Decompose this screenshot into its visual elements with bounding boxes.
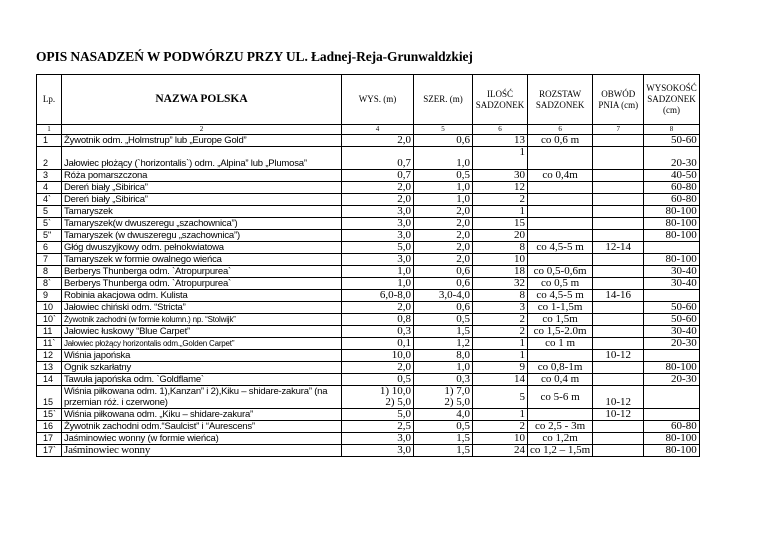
row-name: Róża pomarszczona [62, 170, 342, 182]
table-row [37, 421, 700, 433]
row-count: 1 [473, 147, 528, 170]
row-width: 1,0 [414, 147, 473, 170]
row-height: 2,5 [342, 421, 414, 433]
row-width: 2,0 [414, 206, 473, 218]
row-seedling-height [644, 386, 700, 409]
table-row [37, 302, 700, 314]
row-count: 2 [473, 314, 528, 326]
row-lp: 5" [37, 230, 62, 242]
row-name: Jałowiec płożący horizontalis odm.„Golden Carpet” [62, 338, 342, 350]
row-count: 1 [473, 206, 528, 218]
row-lp: 6 [37, 242, 62, 254]
row-girth: 10-12 [593, 409, 644, 421]
row-height [342, 386, 414, 409]
row-seedling-height: 80-100 [644, 206, 700, 218]
row-count: 5 [473, 386, 528, 409]
row-lp: 10 [37, 302, 62, 314]
row-height: 0,7 [342, 147, 414, 170]
row-height: 3,0 [342, 218, 414, 230]
column-number: 5 [414, 125, 473, 135]
row-name: Wiśnia japońska [62, 350, 342, 362]
row-seedling-height [644, 350, 700, 362]
row-name [62, 386, 342, 409]
row-girth [593, 421, 644, 433]
row-count: 24 [473, 445, 528, 457]
row-girth [593, 135, 644, 147]
column-number: 4 [342, 125, 414, 135]
row-girth [593, 147, 644, 170]
row-height-line: 1) 10,0 [379, 385, 411, 397]
row-height: 2,0 [342, 362, 414, 374]
row-girth [593, 182, 644, 194]
row-seedling-height: 20-30 [644, 147, 700, 170]
row-girth [593, 278, 644, 290]
row-height: 2,0 [342, 182, 414, 194]
row-spacing: co 0,6 m [528, 135, 593, 147]
column-number: 2 [62, 125, 342, 135]
row-width: 0,5 [414, 314, 473, 326]
header-girth: OBWÓD PNIA (cm) [593, 75, 644, 125]
table-row [37, 350, 700, 362]
header-row [37, 75, 700, 125]
row-name: Dereń biały „Sibirica” [62, 194, 342, 206]
table-row [37, 433, 700, 445]
row-name: Jałowiec płożący (`horizontalis`) odm. „Alpina” lub „Plumosa” [62, 147, 342, 170]
header-seedling-height: WYSOKOŚĆ SADZONEK (cm) [644, 75, 700, 125]
row-girth [593, 445, 644, 457]
row-name: Tamaryszek (w dwuszeregu „szachownica”) [62, 230, 342, 242]
column-number: 7 [593, 125, 644, 135]
table-row [37, 314, 700, 326]
row-name: Tamaryszek(w dwuszeregu „szachownica”) [62, 218, 342, 230]
row-girth [593, 206, 644, 218]
table-row [37, 147, 700, 170]
row-seedling-height: 30-40 [644, 266, 700, 278]
row-name: Żywotnik odm. „Holmstrup” lub „Europe Gold” [62, 135, 342, 147]
row-height: 3,0 [342, 254, 414, 266]
row-seedling-height: 20-30 [644, 338, 700, 350]
row-height: 3,0 [342, 433, 414, 445]
row-spacing: co 0,4m [528, 170, 593, 182]
row-count: 32 [473, 278, 528, 290]
row-width: 0,5 [414, 421, 473, 433]
row-height: 5,0 [342, 242, 414, 254]
row-height: 1,0 [342, 266, 414, 278]
row-width: 1,5 [414, 445, 473, 457]
table-row [37, 254, 700, 266]
row-seedling-height [644, 242, 700, 254]
row-girth [593, 170, 644, 182]
row-girth [593, 374, 644, 386]
row-width: 0,6 [414, 266, 473, 278]
row-spacing: co 1,2m [528, 433, 593, 445]
row-spacing [528, 254, 593, 266]
row-spacing: co 0,4 m [528, 374, 593, 386]
row-lp: 17 [37, 433, 62, 445]
row-width: 1,5 [414, 433, 473, 445]
row-spacing: co 1-1,5m [528, 302, 593, 314]
column-number: 6 [473, 125, 528, 135]
row-height: 0,5 [342, 374, 414, 386]
table-row [37, 374, 700, 386]
row-count: 30 [473, 170, 528, 182]
row-height: 1,0 [342, 278, 414, 290]
table-row [37, 218, 700, 230]
row-name: Dereń biały „Sibirica” [62, 182, 342, 194]
table-row [37, 326, 700, 338]
row-lp: 10` [37, 314, 62, 326]
row-count: 13 [473, 135, 528, 147]
row-seedling-height: 80-100 [644, 362, 700, 374]
row-name: Ognik szkarłatny [62, 362, 342, 374]
row-seedling-height: 80-100 [644, 445, 700, 457]
row-girth [593, 433, 644, 445]
row-seedling-height: 60-80 [644, 421, 700, 433]
row-width: 0,6 [414, 278, 473, 290]
row-name: Żywotnik zachodni (w formie kolumn.) np. “Stolwijk” [62, 314, 342, 326]
row-height: 10,0 [342, 350, 414, 362]
row-spacing [528, 194, 593, 206]
row-lp: 8 [37, 266, 62, 278]
row-width: 1,0 [414, 182, 473, 194]
row-count: 3 [473, 302, 528, 314]
row-count: 8 [473, 290, 528, 302]
row-spacing: co 1 m [528, 338, 593, 350]
row-spacing: co 1,5-2.0m [528, 326, 593, 338]
row-seedling-height: 80-100 [644, 218, 700, 230]
table-row [37, 182, 700, 194]
row-name: Żywotnik zachodni odm.“Saulcist” i “Aurescens” [62, 421, 342, 433]
row-count: 12 [473, 182, 528, 194]
row-spacing [528, 182, 593, 194]
row-seedling-height: 60-80 [644, 182, 700, 194]
header-height: WYS. (m) [342, 75, 414, 125]
row-width-line: 1) 7,0 [444, 385, 470, 397]
row-name: Tawuła japońska odm. `Goldflame` [62, 374, 342, 386]
row-girth [593, 266, 644, 278]
row-height: 3,0 [342, 445, 414, 457]
row-spacing [528, 147, 593, 170]
row-spacing: co 0,5 m [528, 278, 593, 290]
row-lp: 11` [37, 338, 62, 350]
table-row [37, 338, 700, 350]
row-lp: 13 [37, 362, 62, 374]
row-count: 14 [473, 374, 528, 386]
row-width: 2,0 [414, 242, 473, 254]
row-seedling-height: 80-100 [644, 254, 700, 266]
row-width [414, 386, 473, 409]
row-seedling-height: 80-100 [644, 433, 700, 445]
row-count: 18 [473, 266, 528, 278]
row-girth [593, 218, 644, 230]
row-height: 2,0 [342, 135, 414, 147]
row-girth: 10-12 [593, 350, 644, 362]
row-seedling-height: 50-60 [644, 314, 700, 326]
table-row [37, 445, 700, 457]
row-width: 1,0 [414, 362, 473, 374]
row-girth [593, 338, 644, 350]
row-girth [593, 362, 644, 374]
row-lp: 2 [37, 147, 62, 170]
row-height: 3,0 [342, 230, 414, 242]
column-number-row [37, 125, 700, 135]
row-lp: 8` [37, 278, 62, 290]
row-name: Berberys Thunberga odm. `Atropurpurea` [62, 278, 342, 290]
row-width: 0,6 [414, 135, 473, 147]
row-name: Jaśminowiec wonny [62, 445, 342, 457]
row-lp: 14 [37, 374, 62, 386]
row-girth: 10-12 [593, 386, 644, 409]
row-count: 2 [473, 194, 528, 206]
row-name: Wiśnia piłkowana odm. „Kiku – shidare-zakura” [62, 409, 342, 421]
header-name: NAZWA POLSKA [62, 75, 342, 125]
row-width-line: 2) 5,0 [444, 396, 470, 408]
row-count: 1 [473, 350, 528, 362]
row-lp: 5 [37, 206, 62, 218]
row-count: 20 [473, 230, 528, 242]
table-row [37, 230, 700, 242]
table-row [37, 278, 700, 290]
table-row [37, 170, 700, 182]
row-height: 3,0 [342, 206, 414, 218]
row-count: 1 [473, 409, 528, 421]
row-name: Jałowiec łuskowy “Blue Carpet” [62, 326, 342, 338]
row-girth [593, 302, 644, 314]
row-count: 15 [473, 218, 528, 230]
row-seedling-height: 40-50 [644, 170, 700, 182]
column-number: 6 [528, 125, 593, 135]
row-height: 0,3 [342, 326, 414, 338]
table-row [37, 242, 700, 254]
table-row [37, 194, 700, 206]
row-lp: 12 [37, 350, 62, 362]
table-row [37, 135, 700, 147]
column-number: 8 [644, 125, 700, 135]
planting-table [36, 74, 700, 457]
row-height: 0,1 [342, 338, 414, 350]
row-spacing: co 1,2 – 1,5m [528, 445, 593, 457]
row-lp: 9 [37, 290, 62, 302]
row-name: Głóg dwuszyjkowy odm. pełnokwiatowa [62, 242, 342, 254]
row-width: 3,0-4,0 [414, 290, 473, 302]
row-height: 0,7 [342, 170, 414, 182]
header-spacing: ROZSTAW SADZONEK [528, 75, 593, 125]
row-name: Berberys Thunberga odm. `Atropurpurea` [62, 266, 342, 278]
row-girth [593, 230, 644, 242]
row-girth [593, 254, 644, 266]
row-count: 8 [473, 242, 528, 254]
header-width: SZER. (m) [414, 75, 473, 125]
row-lp: 7 [37, 254, 62, 266]
row-width: 1,2 [414, 338, 473, 350]
row-width: 2,0 [414, 230, 473, 242]
row-name-line: przemian róż. i czerwone) [64, 397, 168, 408]
row-width: 4,0 [414, 409, 473, 421]
row-height: 5,0 [342, 409, 414, 421]
row-girth: 12-14 [593, 242, 644, 254]
row-width: 1,0 [414, 194, 473, 206]
row-girth [593, 194, 644, 206]
row-spacing: co 5-6 m [528, 386, 593, 409]
row-count: 2 [473, 421, 528, 433]
row-height: 0,8 [342, 314, 414, 326]
header-lp: Lp. [37, 75, 62, 125]
header-count: ILOŚĆ SADZONEK [473, 75, 528, 125]
row-spacing: co 1,5m [528, 314, 593, 326]
row-width: 1,5 [414, 326, 473, 338]
row-spacing: co 0,8-1m [528, 362, 593, 374]
row-seedling-height: 80-100 [644, 230, 700, 242]
row-count: 10 [473, 433, 528, 445]
row-seedling-height: 50-60 [644, 302, 700, 314]
row-count: 9 [473, 362, 528, 374]
row-height-line: 2) 5,0 [385, 396, 411, 408]
row-spacing [528, 350, 593, 362]
row-name-line: Wiśnia piłkowana odm. 1),Kanzan” i 2),Kiku – shidare-zakura” (na [64, 386, 328, 397]
row-seedling-height [644, 409, 700, 421]
row-height: 6,0-8,0 [342, 290, 414, 302]
row-lp: 5` [37, 218, 62, 230]
table-row [37, 290, 700, 302]
row-lp: 15` [37, 409, 62, 421]
table-row [37, 206, 700, 218]
row-name: Tamaryszek [62, 206, 342, 218]
row-spacing: co 0,5-0,6m [528, 266, 593, 278]
row-seedling-height [644, 290, 700, 302]
row-name: Tamaryszek w formie owalnego wieńca [62, 254, 342, 266]
row-spacing [528, 218, 593, 230]
row-name: Jaśminowiec wonny (w formie wieńca) [62, 433, 342, 445]
row-width: 0,5 [414, 170, 473, 182]
row-lp: 15 [37, 386, 62, 409]
row-seedling-height: 50-60 [644, 135, 700, 147]
row-spacing: co 2,5 - 3m [528, 421, 593, 433]
row-lp: 4 [37, 182, 62, 194]
row-lp: 16 [37, 421, 62, 433]
row-spacing [528, 409, 593, 421]
row-width: 0,3 [414, 374, 473, 386]
row-lp: 4` [37, 194, 62, 206]
row-lp: 1 [37, 135, 62, 147]
page-title: OPIS NASADZEŃ W PODWÓRZU PRZY UL. Ładnej-Reja-Grunwaldzkiej [36, 49, 473, 64]
row-width: 2,0 [414, 218, 473, 230]
row-width: 0,6 [414, 302, 473, 314]
row-lp: 11 [37, 326, 62, 338]
row-girth: 14-16 [593, 290, 644, 302]
row-girth [593, 326, 644, 338]
row-count: 10 [473, 254, 528, 266]
row-spacing: co 4,5-5 m [528, 290, 593, 302]
row-spacing [528, 230, 593, 242]
row-spacing: co 4,5-5 m [528, 242, 593, 254]
column-number: 1 [37, 125, 62, 135]
row-count: 1 [473, 338, 528, 350]
row-lp: 17` [37, 445, 62, 457]
row-spacing [528, 206, 593, 218]
table-row [37, 266, 700, 278]
row-width: 2,0 [414, 254, 473, 266]
row-height: 2,0 [342, 302, 414, 314]
row-seedling-height: 30-40 [644, 278, 700, 290]
row-name: Robinia akacjowa odm. Kulista [62, 290, 342, 302]
row-name: Jałowiec chiński odm. “Stricta” [62, 302, 342, 314]
table-row [37, 362, 700, 374]
row-width: 8,0 [414, 350, 473, 362]
row-height: 2,0 [342, 194, 414, 206]
table-row [37, 386, 700, 409]
row-girth [593, 314, 644, 326]
table-row [37, 409, 700, 421]
row-seedling-height: 20-30 [644, 374, 700, 386]
row-count: 2 [473, 326, 528, 338]
row-lp: 3 [37, 170, 62, 182]
row-seedling-height: 30-40 [644, 326, 700, 338]
row-seedling-height: 60-80 [644, 194, 700, 206]
